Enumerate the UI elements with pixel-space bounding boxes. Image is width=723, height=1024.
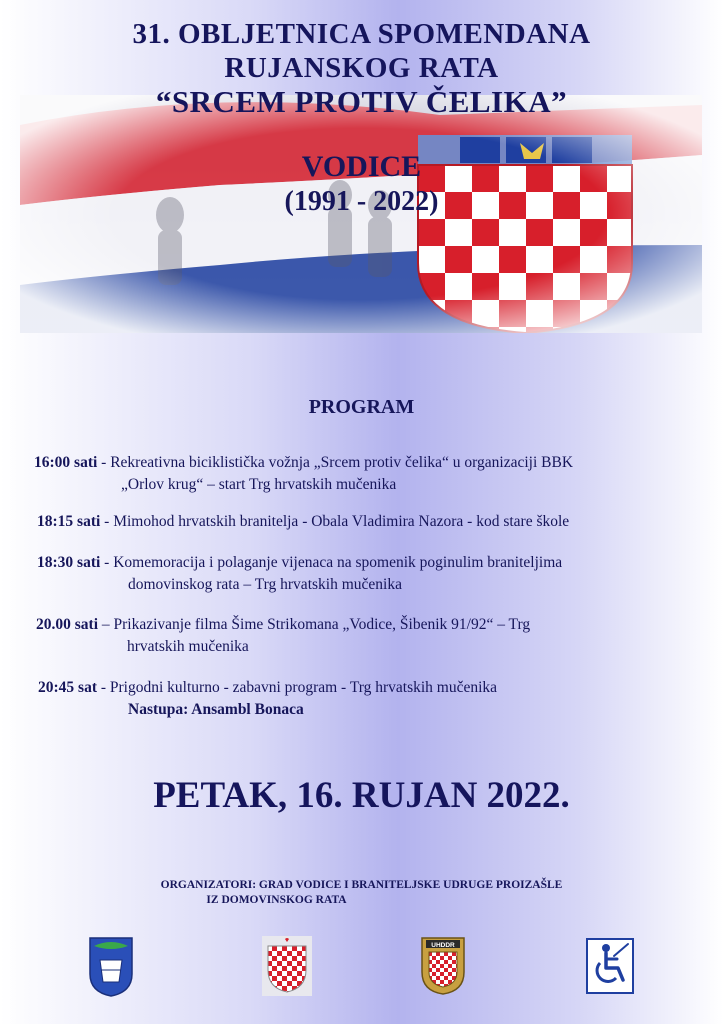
header-line-1: 31. OBLJETNICA SPOMENDANA <box>132 18 591 50</box>
program-item-5 <box>0 677 723 721</box>
program-item-4-cont: hrvatskih mučenika <box>127 638 249 655</box>
program-item-2-time: 18:15 sati <box>37 513 101 530</box>
program-item-2-text: - Mimohod hrvatskih branitelja - Obala Vladimira Nazora - kod stare škole <box>104 513 570 530</box>
program-item-5-cont: Nastupa: Ansambl Bonaca <box>128 701 304 718</box>
program-item-3-cont: domovinskog rata – Trg hrvatskih mučenika <box>128 576 402 593</box>
header-line-2: RUJANSKOG RATA <box>224 52 499 84</box>
program-item-3 <box>0 552 723 596</box>
uhddr-logo-text: UHDDR <box>431 942 455 949</box>
program-item-1-text: - Rekreativna biciklistička vožnja „Srcem protiv čelika“ u organizaciji BBK <box>101 454 574 471</box>
program-item-5-text: - Prigodni kulturno - zabavni program - Trg hrvatskih mučenika <box>96 679 498 696</box>
program-item-3-time: 18:30 sati <box>37 554 101 571</box>
program-heading: PROGRAM <box>308 396 415 418</box>
program-item-4 <box>0 614 723 658</box>
program-item-5-time: 20:45 sat <box>38 679 97 696</box>
organizers-line-1: ORGANIZATORI: GRAD VODICE I BRANITELJSKE UDRUGE PROIZAŠLE <box>160 879 563 891</box>
vodice-coat-of-arms-logo <box>88 936 134 1003</box>
uhddr-logo <box>420 936 466 1001</box>
program-item-3-text: - Komemoracija i polaganje vijenaca na spomenik poginulim braniteljima <box>104 554 563 571</box>
header-line-3: “SRCEM PROTIV ČELIKA” <box>155 84 568 119</box>
event-date: PETAK, 16. RUJAN 2022. <box>153 775 570 816</box>
program-item-4-text: – Prikazivanje filma Šime Strikomana „Vodice, Šibenik 91/92“ – Trg <box>101 616 531 633</box>
croatian-checkered-shield-logo <box>262 936 312 1001</box>
program-item-1-time: 16:00 sati <box>34 454 98 471</box>
place-name: VODICE <box>301 150 422 183</box>
organizers-line-2: IZ DOMOVINSKOG RATA <box>206 894 347 906</box>
program-item-2 <box>0 511 723 533</box>
program-item-1-cont: „Orlov krug“ – start Trg hrvatskih mučenika <box>121 476 397 493</box>
wheelchair-accessibility-icon <box>586 938 634 999</box>
years-range: (1991 - 2022) <box>284 186 439 217</box>
program-item-4-time: 20.00 sati <box>36 616 98 633</box>
program-item-1 <box>0 452 723 496</box>
